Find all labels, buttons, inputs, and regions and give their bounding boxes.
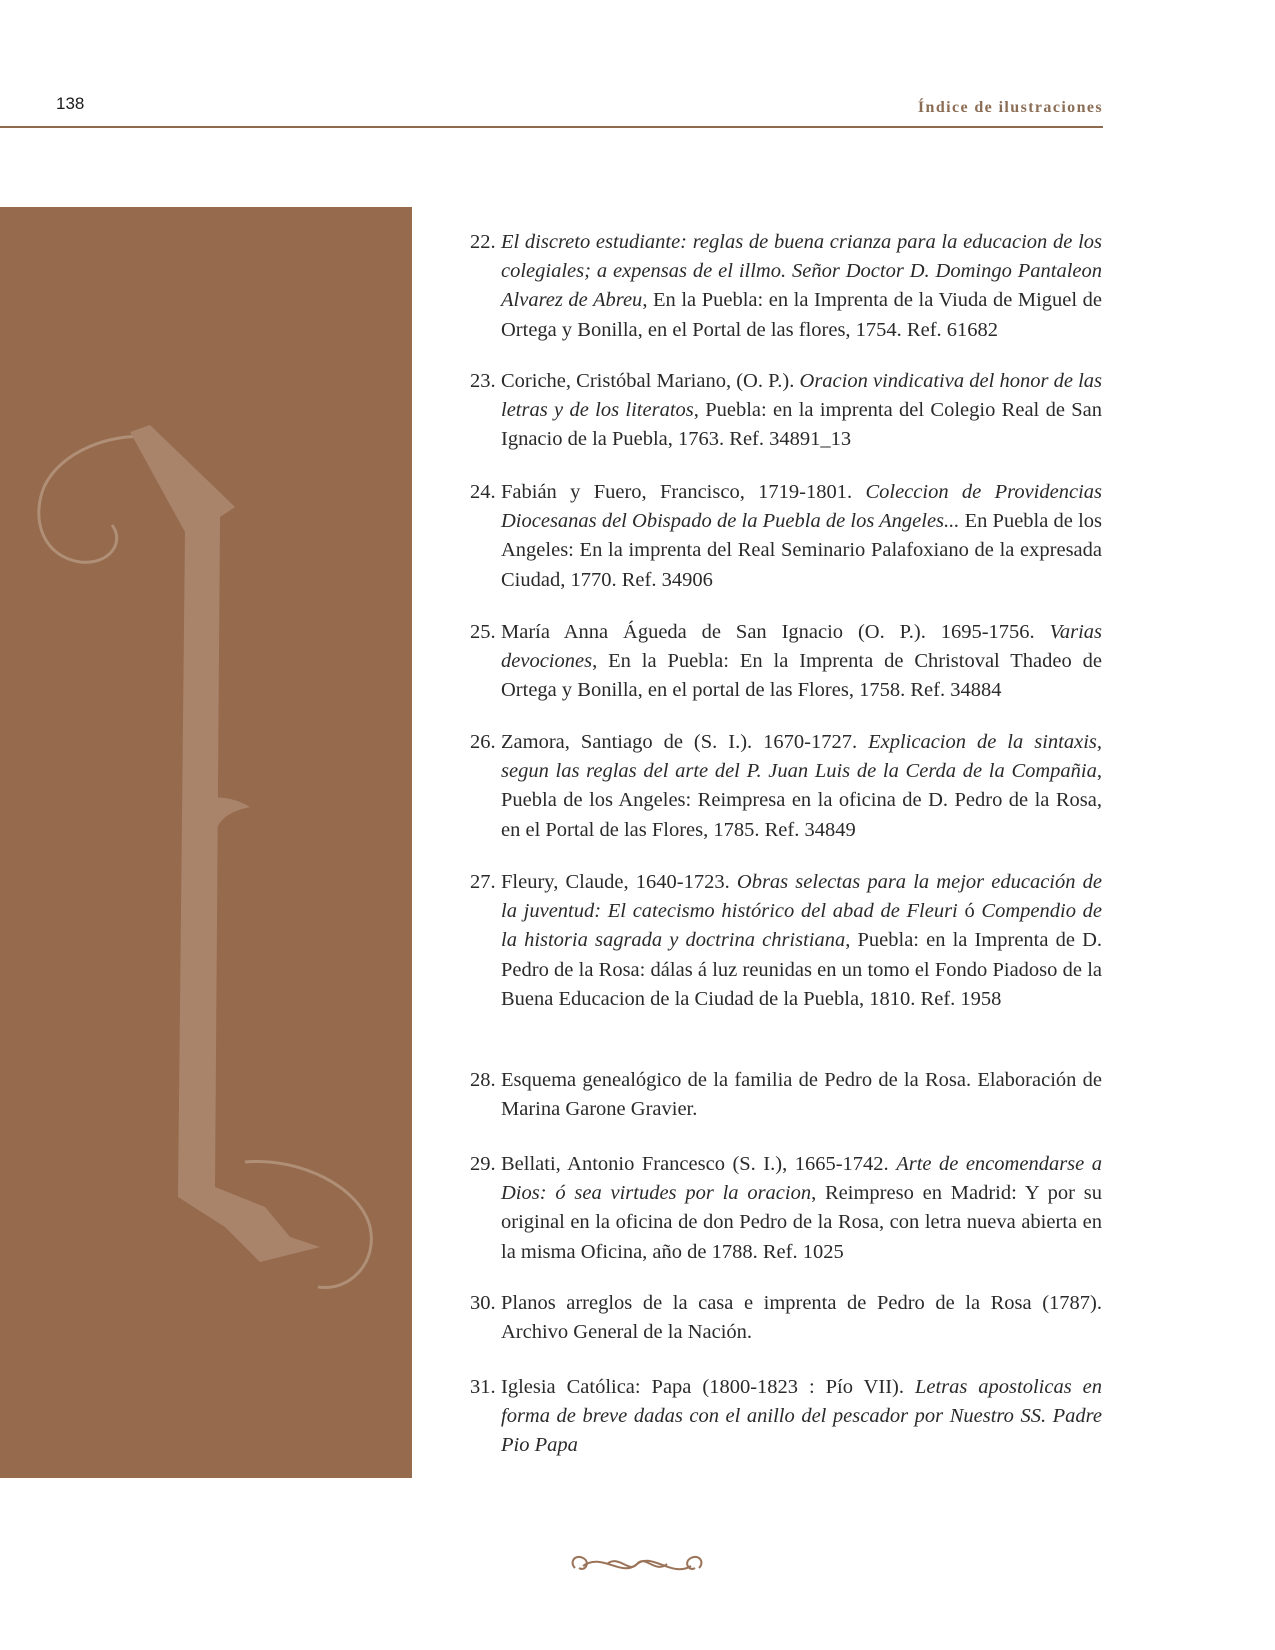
- entry-number: 30.: [470, 1292, 496, 1314]
- entry-description: Planos arreglos de la casa e imprenta de Pedro de la Rosa (1787). Archivo General de la Nación.: [501, 1292, 1102, 1344]
- entry-author: Iglesia Católica: Papa (1800-1823 : Pío VII).: [501, 1376, 915, 1398]
- list-item: [470, 228, 1102, 345]
- entry-author: María Anna Águeda de San Ignacio (O. P.). 1695-1756.: [501, 621, 1050, 643]
- header-rule: [0, 126, 1103, 128]
- decorative-side-panel: [0, 207, 412, 1478]
- entry-imprint: , En la Puebla: en la Imprenta de la Viuda de Miguel de Ortega y Bonilla, en el Portal de las flores, 1754. Ref. 61682: [501, 289, 1102, 341]
- entry-number: 27.: [470, 871, 496, 893]
- entry-author: Bellati, Antonio Francesco (S. I.), 1665-1742.: [501, 1153, 897, 1175]
- entry-number: 28.: [470, 1069, 496, 1091]
- entry-title: Explicacion de la sintaxis, segun las reglas del arte del P. Juan Luis de la Cerda de la Compañia: [501, 731, 1102, 783]
- entry-author: Fabián y Fuero, Francisco, 1719-1801.: [501, 481, 866, 503]
- ornamental-initial-l-icon: [0, 207, 412, 1478]
- page-number: 138: [56, 94, 85, 113]
- entry-number: 25.: [470, 621, 496, 643]
- entry-title: Oracion vindicativa del honor de las letras y de los literatos: [501, 370, 1103, 422]
- entry-author: Fleury, Claude, 1640-1723.: [501, 871, 737, 893]
- entry-author: Coriche, Cristóbal Mariano, (O. P.).: [501, 370, 800, 392]
- entry-imprint: , Puebla: en la Imprenta de D. Pedro de la Rosa: dálas á luz reunidas en un tomo el Fondo Piadoso de la Buena Educacion de la Ciudad de la Puebla, 1810. Ref. 1958: [501, 929, 1102, 1010]
- list-item: [470, 1373, 1102, 1461]
- entry-title: Arte de encomendarse a Dios: ó sea virtudes por la oracion: [501, 1153, 1102, 1205]
- list-item: [470, 728, 1102, 845]
- list-item: [470, 367, 1102, 455]
- entry-title: Coleccion de Providencias Diocesanas del Obispado de la Puebla de los Angeles...: [501, 481, 1102, 533]
- entry-number: 26.: [470, 731, 496, 753]
- entry-connector: ó: [957, 900, 982, 923]
- list-item: [470, 868, 1102, 1014]
- footer-flourish-icon: [567, 1550, 707, 1580]
- entry-imprint: , Puebla: en la imprenta del Colegio Real de San Ignacio de la Puebla, 1763. Ref. 34891_13: [501, 399, 1102, 451]
- entry-number: 23.: [470, 370, 496, 392]
- entry-number: 31.: [470, 1376, 496, 1398]
- entry-number: 29.: [470, 1153, 496, 1175]
- entry-title-alt: Compendio de la historia sagrada y doctrina christiana: [501, 900, 1103, 952]
- entry-title: Varias devociones: [501, 621, 1102, 673]
- list-item: [470, 1066, 1102, 1124]
- entry-imprint: En Puebla de los Angeles: En la imprenta del Real Seminario Palafoxiano de la expresada Ciudad, 1770. Ref. 34906: [501, 510, 1102, 591]
- entry-description: Esquema genealógico de la familia de Pedro de la Rosa. Elaboración de Marina Garone Gravier.: [501, 1069, 1102, 1121]
- entry-imprint: , Puebla de los Angeles: Reimpresa en la oficina de D. Pedro de la Rosa, en el Portal de las Flores, 1785. Ref. 34849: [501, 760, 1102, 841]
- entry-author: Zamora, Santiago de (S. I.). 1670-1727.: [501, 731, 869, 753]
- list-item: [470, 478, 1102, 595]
- entry-title: El discreto estudiante: reglas de buena crianza para la educacion de los colegiales; a expensas de el illmo. Señor Doctor D. Domingo Pantaleon Alvarez de Abreu: [501, 231, 1102, 312]
- entry-imprint: , Reimpreso en Madrid: Y por su original en la oficina de don Pedro de la Rosa, con letra nueva abierta en la misma Oficina, año de 1788. Ref. 1025: [501, 1182, 1102, 1263]
- entry-title: Obras selectas para la mejor educación de la juventud: El catecismo histórico del abad de Fleuri: [501, 871, 1102, 923]
- list-item: [470, 1150, 1102, 1267]
- entry-imprint: , En la Puebla: En la Imprenta de Christoval Thadeo de Ortega y Bonilla, en el portal de las Flores, 1758. Ref. 34884: [501, 650, 1102, 702]
- entry-number: 24.: [470, 481, 496, 503]
- list-item: [470, 1289, 1102, 1347]
- entry-number: 22.: [470, 231, 496, 253]
- list-item: [470, 618, 1102, 706]
- entry-title: Letras apostolicas en forma de breve dadas con el anillo del pescador por Nuestro SS. Padre Pio Papa: [501, 1376, 1102, 1457]
- running-title: Índice de ilustraciones: [917, 99, 1103, 116]
